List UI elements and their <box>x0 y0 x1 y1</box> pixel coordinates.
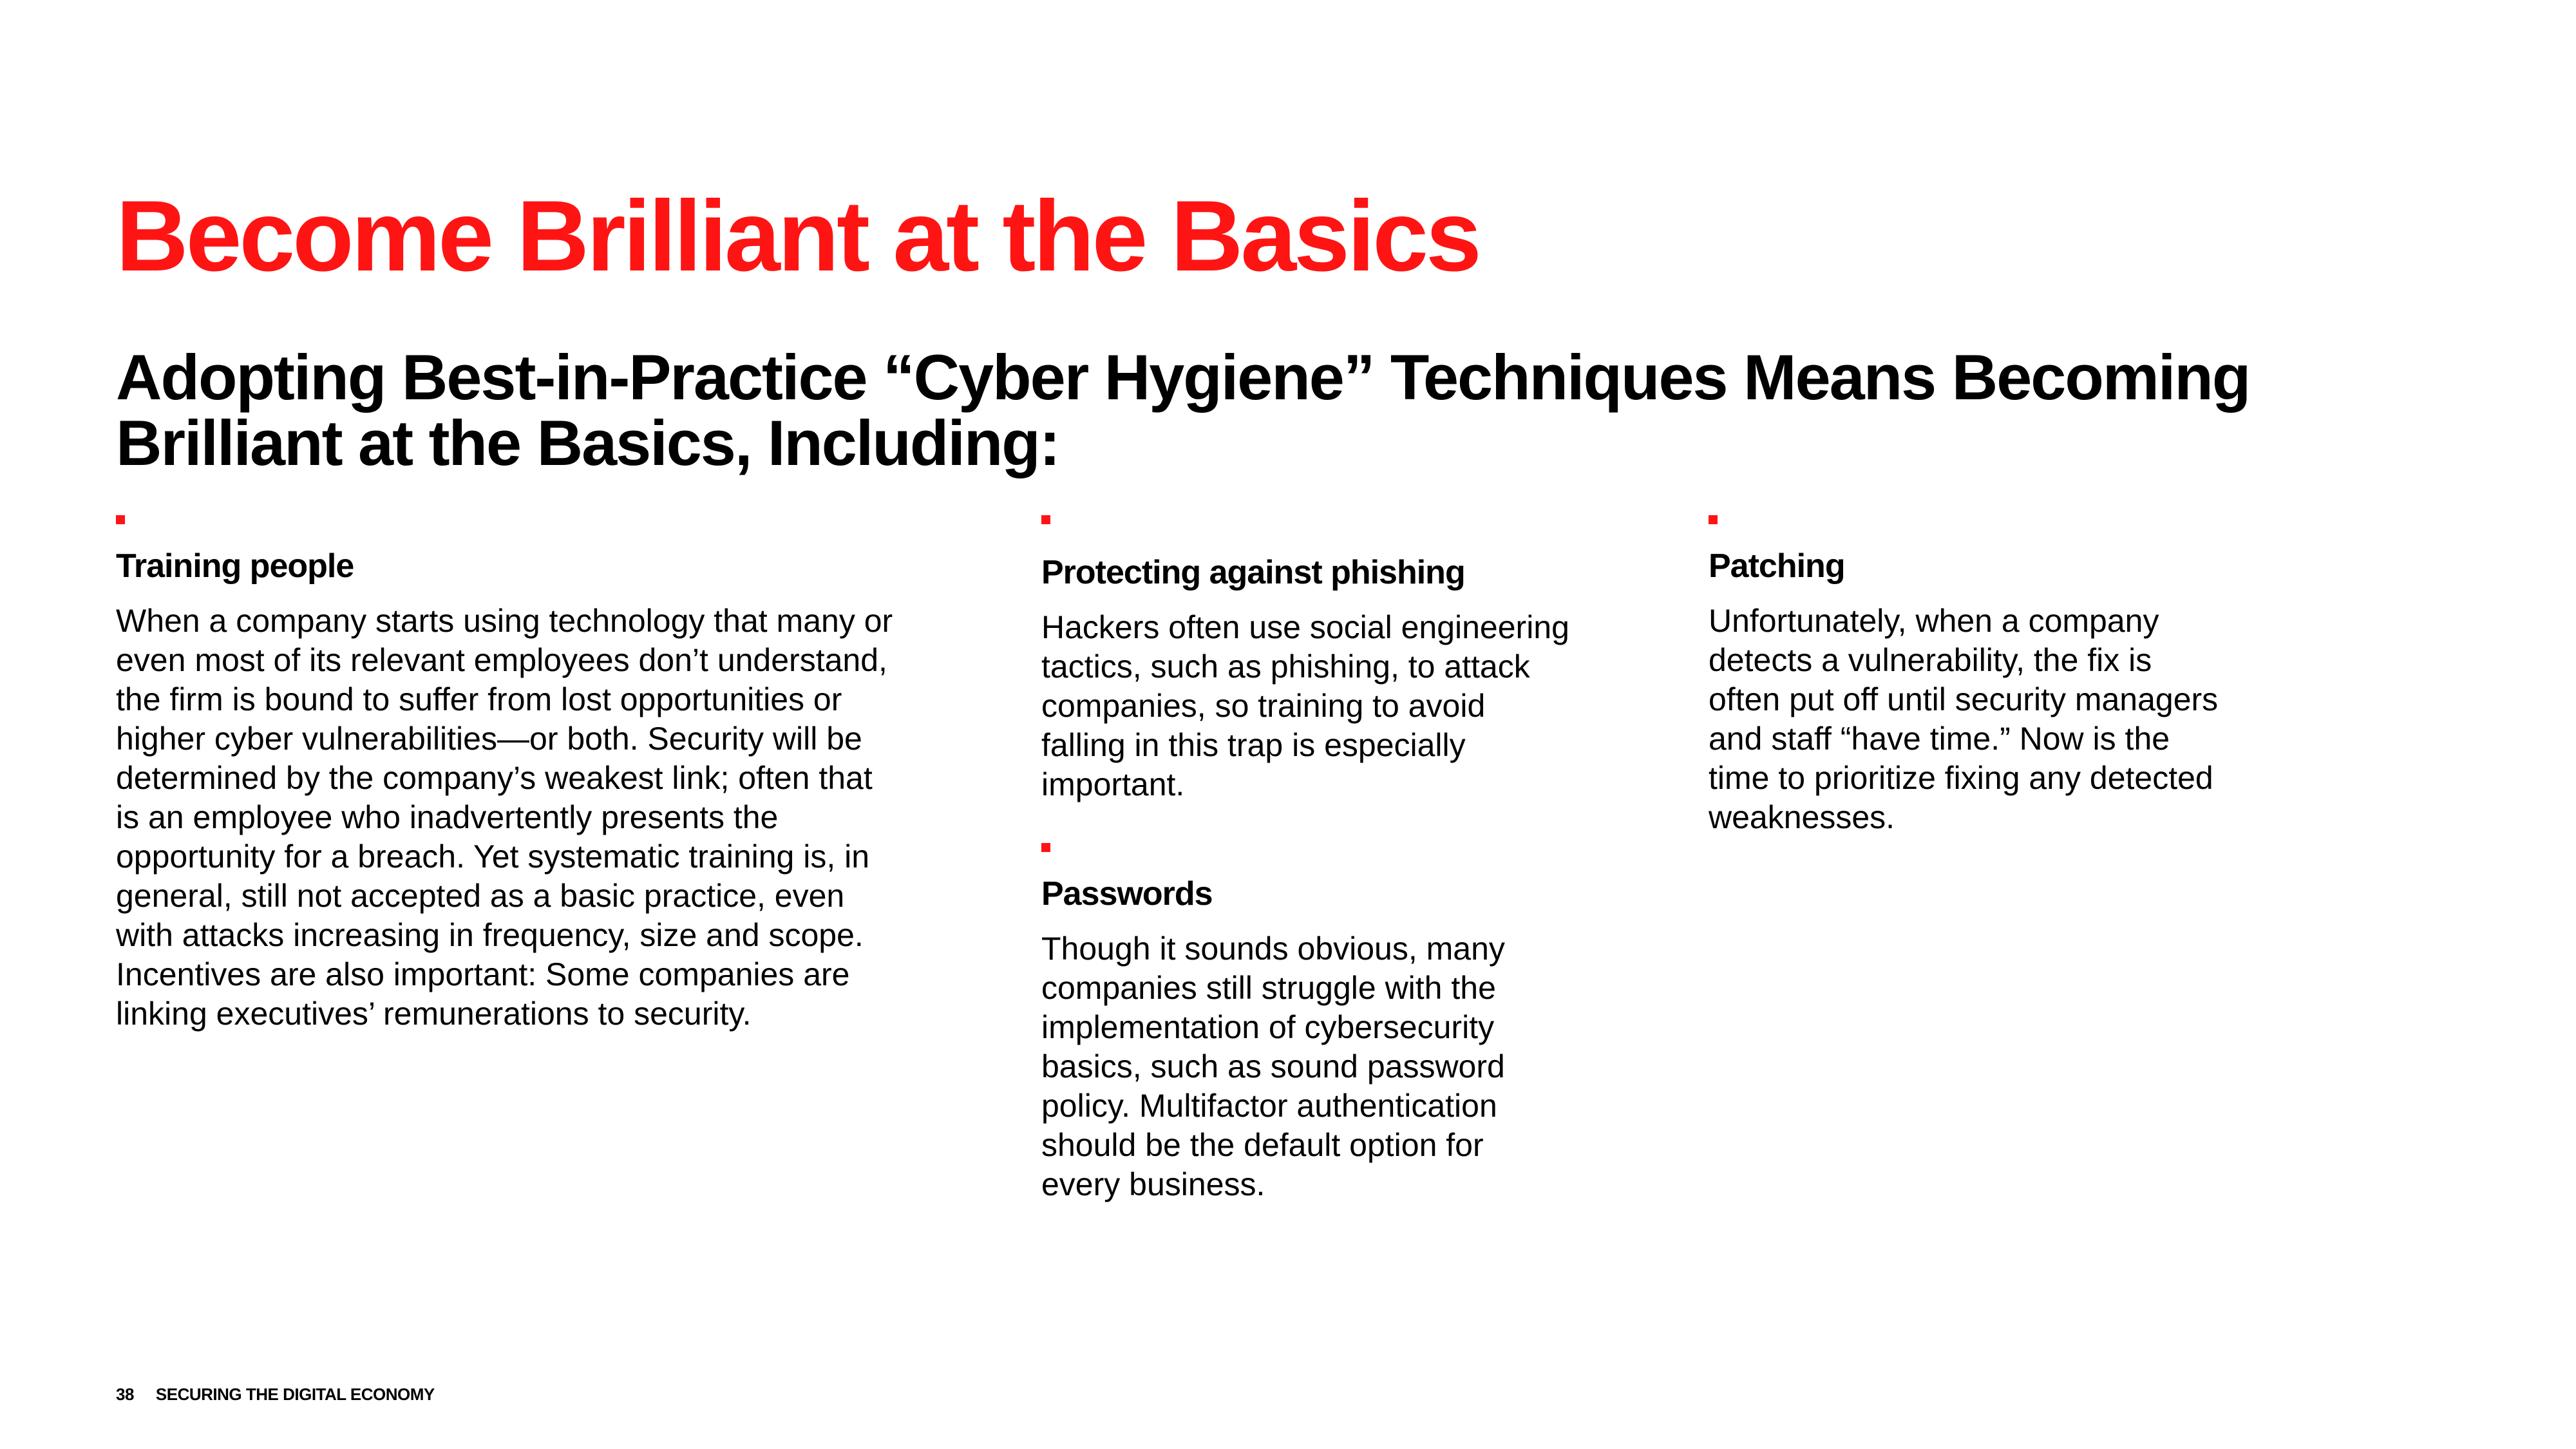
red-square-bullet <box>1041 515 1050 524</box>
page-title: Become Brilliant at the Basics <box>116 180 1479 292</box>
column-left <box>116 515 921 1034</box>
section-body: Though it sounds obvious, many companies still struggle with the implementation of cybersecurity basics, such as sound password policy. Multifactor authentication should be the default option for every business. <box>1041 931 1505 1202</box>
section-heading: Patching <box>1709 547 1845 585</box>
section-heading: Passwords <box>1041 875 1213 913</box>
red-square-bullet <box>1041 843 1050 852</box>
section-body: When a company starts using technology that many or even most of its relevant employees don’t understand, the firm is bound to suffer from lost opportunities or higher cyber vulnerabilities—or both. Security will be determined by the company’s weakest link; often that is an employee who inadvertently presents the opportunity for a breach. Yet systematic training is, in general, still not accepted as a basic practice, even with attacks increasing in frequency, size and scope. Incentives are also important: Some companies are linking executives’ remunerations to security. <box>116 603 893 1032</box>
page-subtitle: Adopting Best-in-Practice “Cyber Hygiene” Techniques Means Becoming Brilliant at the Basics, Including: <box>116 341 2250 478</box>
section-body: Hackers often use social engineering tactics, such as phishing, to attack companies, so training to avoid falling in this trap is especially important. <box>1041 609 1569 802</box>
publication-title: SECURING THE DIGITAL ECONOMY <box>155 1385 435 1404</box>
section-heading: Training people <box>116 547 354 585</box>
section-passwords <box>1041 843 1846 1204</box>
section-patching <box>1709 515 2514 837</box>
section-heading: Protecting against phishing <box>1041 554 1465 591</box>
section-training-people <box>116 515 921 1034</box>
red-square-bullet <box>116 515 125 524</box>
column-right <box>1709 515 2514 837</box>
page-footer <box>116 1385 435 1404</box>
page-number: 38 <box>116 1385 134 1404</box>
red-square-bullet <box>1709 515 1718 524</box>
section-body: Unfortunately, when a company detects a vulnerability, the fix is often put off until security managers and staff “have time.” Now is the time to prioritize fixing any detected weaknesses. <box>1709 603 2219 835</box>
